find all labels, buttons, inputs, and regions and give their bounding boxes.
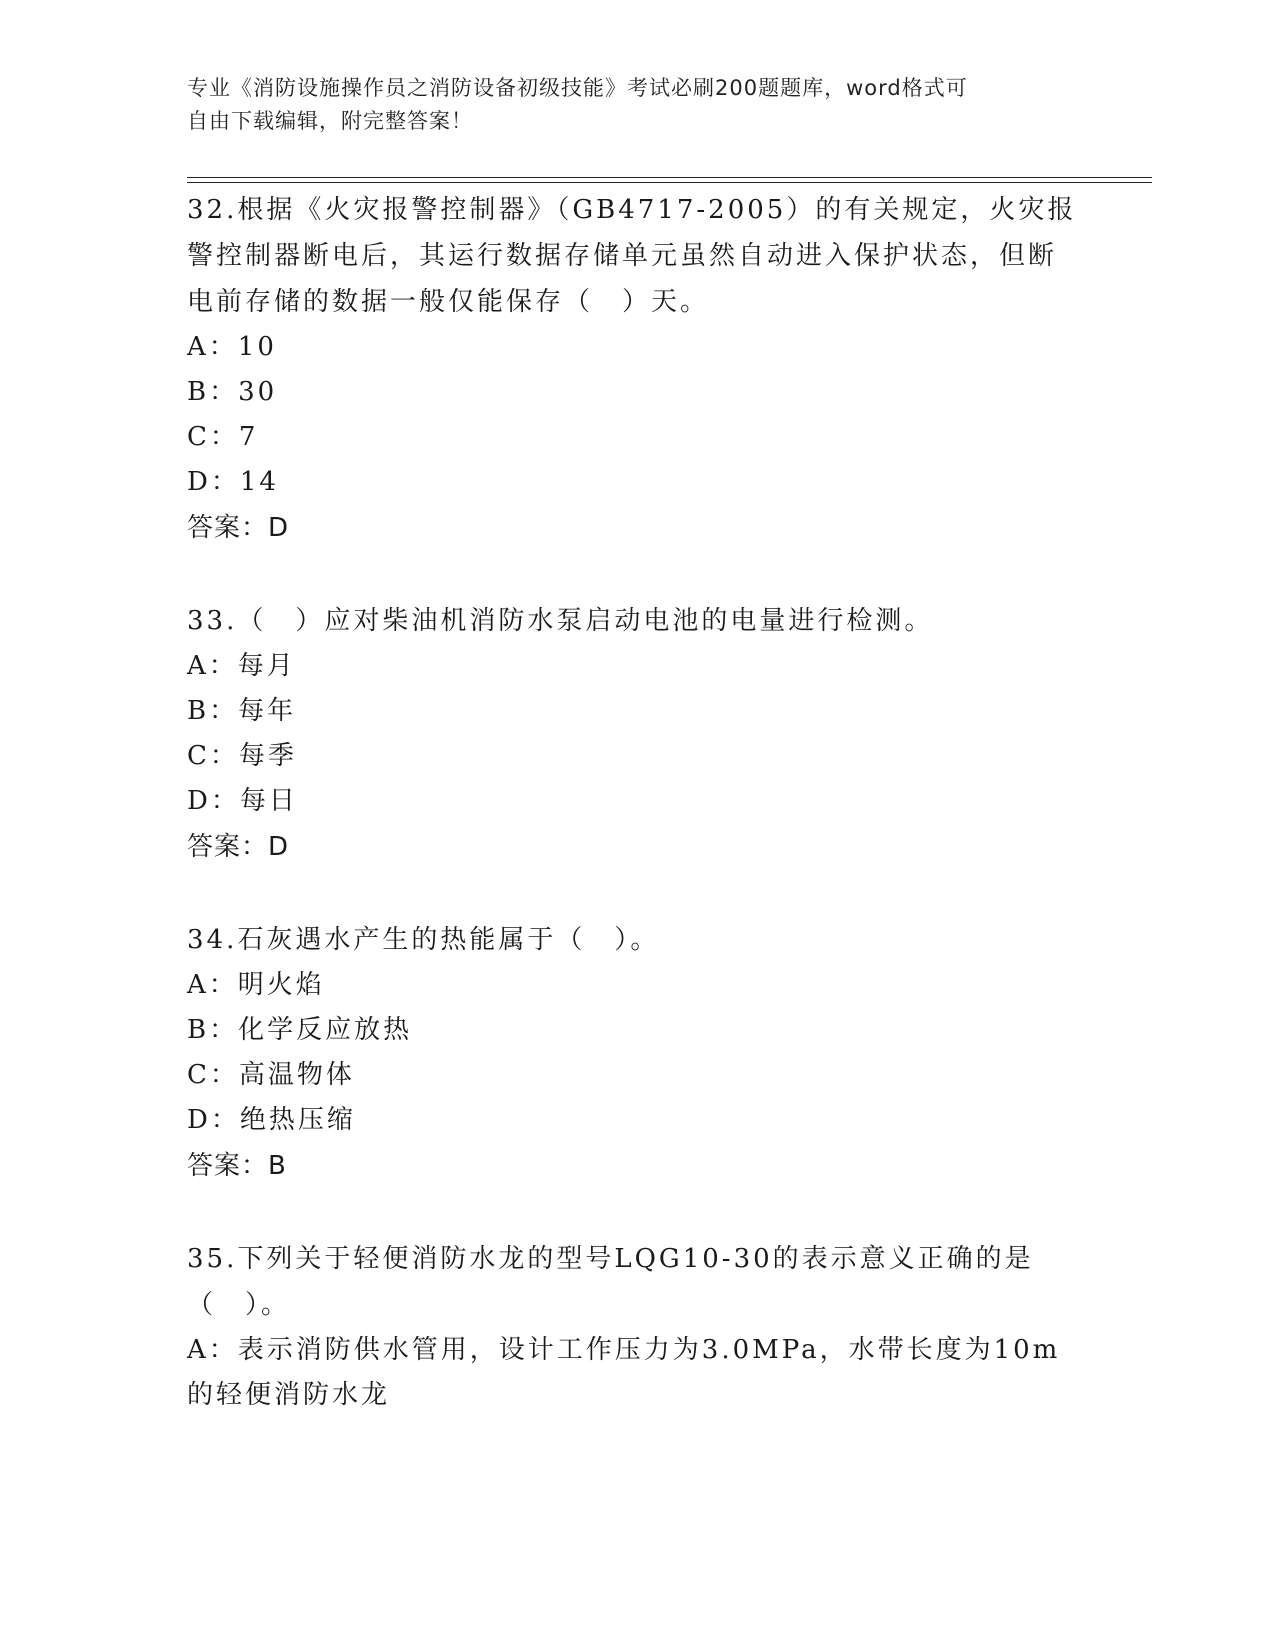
question-33 [187, 598, 1077, 870]
document-header [187, 72, 1067, 138]
option-a: A：明火焰 [187, 970, 325, 1000]
option-a: A：每月 [187, 651, 296, 681]
question-stem: 34.石灰遇水产生的热能属于（ ）。 [187, 925, 660, 955]
answer-line: 答案：D [187, 513, 290, 543]
question-stem: 32.根据《火灾报警控制器》（GB4717-2005）的有关规定，火灾报警控制器断电后，其运行数据存储单元虽然自动进入保护状态，但断电前存储的数据一般仅能保存（ ）天。 [187, 195, 1077, 317]
header-line-2: 自由下载编辑，附完整答案！ [187, 109, 473, 133]
header-line-1: 专业《消防设施操作员之消防设备初级技能》考试必刷200题题库，word格式可 [187, 76, 968, 100]
option-c: C：7 [187, 422, 259, 452]
question-35 [187, 1236, 1077, 1418]
answer-line: 答案：D [187, 832, 290, 862]
option-d: D：每日 [187, 786, 298, 816]
option-c: C：每季 [187, 741, 297, 771]
header-divider-bottom [187, 182, 1152, 183]
option-d: D：14 [187, 467, 279, 497]
question-stem: 33.（ ）应对柴油机消防水泵启动电池的电量进行检测。 [187, 606, 934, 636]
option-b: B：化学反应放热 [187, 1015, 413, 1045]
answer-line: 答案：B [187, 1151, 287, 1181]
option-d: D：绝热压缩 [187, 1105, 356, 1135]
option-c: C：高温物体 [187, 1060, 355, 1090]
question-stem: 35.下列关于轻便消防水龙的型号LQG10-30的表示意义正确的是（ ）。 [187, 1244, 1034, 1320]
option-b: B：30 [187, 377, 278, 407]
option-a: A：表示消防供水管用，设计工作压力为3.0MPa，水带长度为10m的轻便消防水龙 [187, 1335, 1061, 1410]
question-34 [187, 917, 1077, 1189]
header-divider-top [187, 177, 1152, 178]
option-a: A：10 [187, 332, 277, 362]
question-32 [187, 187, 1077, 551]
option-b: B：每年 [187, 696, 297, 726]
